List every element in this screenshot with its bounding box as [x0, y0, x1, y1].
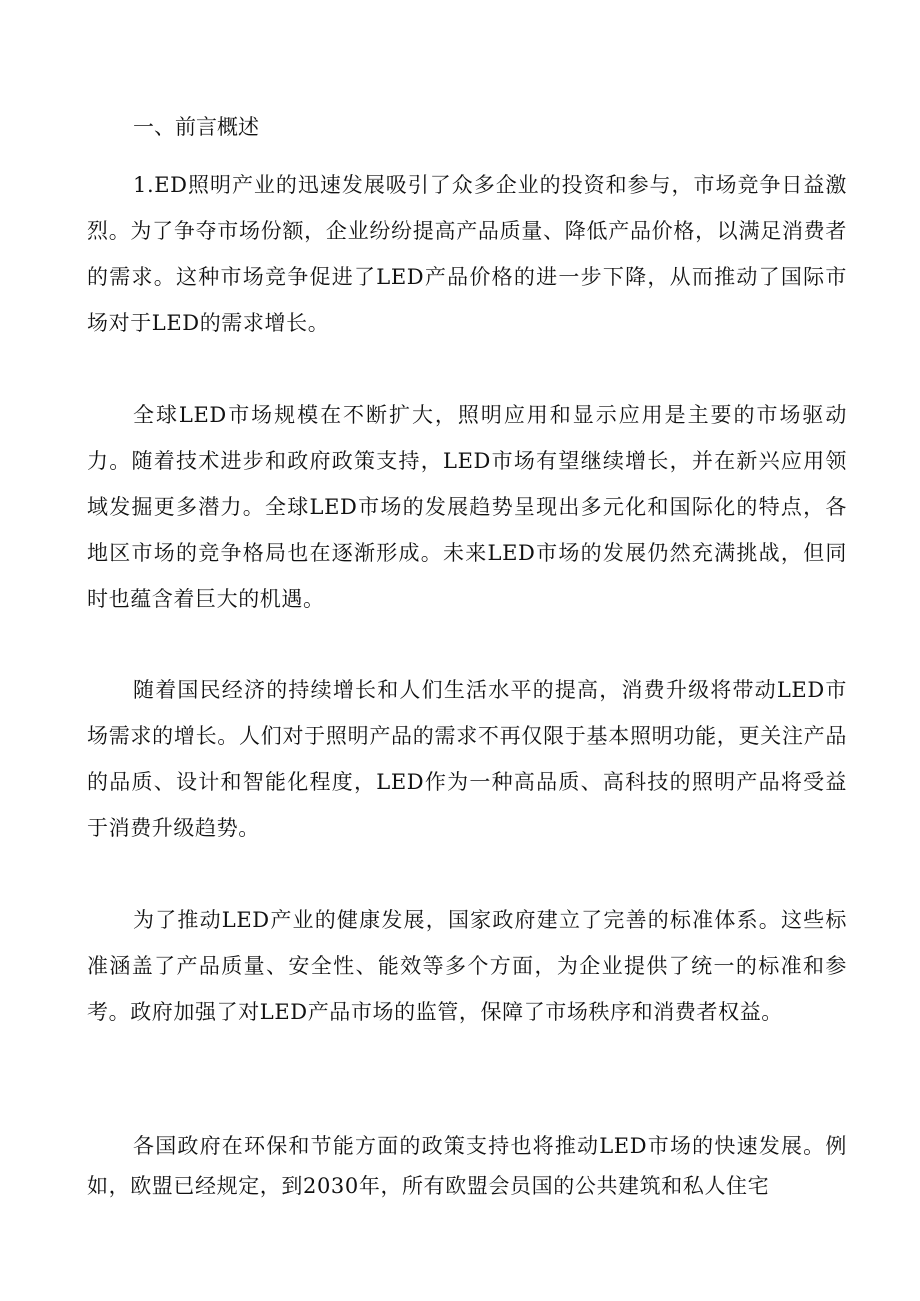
paragraph-1: 1.ED照明产业的迅速发展吸引了众多企业的投资和参与，市场竞争日益激烈。为了争夺市场份额，企业纷纷提高产品质量、降低产品价格，以满足消费者的需求。这种市场竞争促进了LED产品价格的进一步下降，从而推动了国际市场对于LED的需求增长。	[87, 173, 847, 335]
paragraph-3: 随着国民经济的持续增长和人们生活水平的提高，消费升级将带动LED市场需求的增长。人们对于照明产品的需求不再仅限于基本照明功能，更关注产品的品质、设计和智能化程度，LED作为一种高品质、高科技的照明产品将受益于消费升级趋势。	[87, 678, 847, 840]
section-heading: 一、前言概述	[133, 115, 259, 139]
paragraph-2: 全球LED市场规模在不断扩大，照明应用和显示应用是主要的市场驱动力。随着技术进步和政府政策支持，LED市场有望继续增长，并在新兴应用领域发掘更多潜力。全球LED市场的发展趋势呈现出多元化和国际化的特点，各地区市场的竞争格局也在逐渐形成。未来LED市场的发展仍然充满挑战，但同时也蕴含着巨大的机遇。	[87, 403, 847, 611]
paragraph-4: 为了推动LED产业的健康发展，国家政府建立了完善的标准体系。这些标准涵盖了产品质量、安全性、能效等多个方面，为企业提供了统一的标准和参考。政府加强了对LED产品市场的监管，保障了市场秩序和消费者权益。	[87, 908, 847, 1024]
paragraph-5: 各国政府在环保和节能方面的政策支持也将推动LED市场的快速发展。例如，欧盟已经规定，到2030年，所有欧盟会员国的公共建筑和私人住宅	[87, 1134, 847, 1198]
